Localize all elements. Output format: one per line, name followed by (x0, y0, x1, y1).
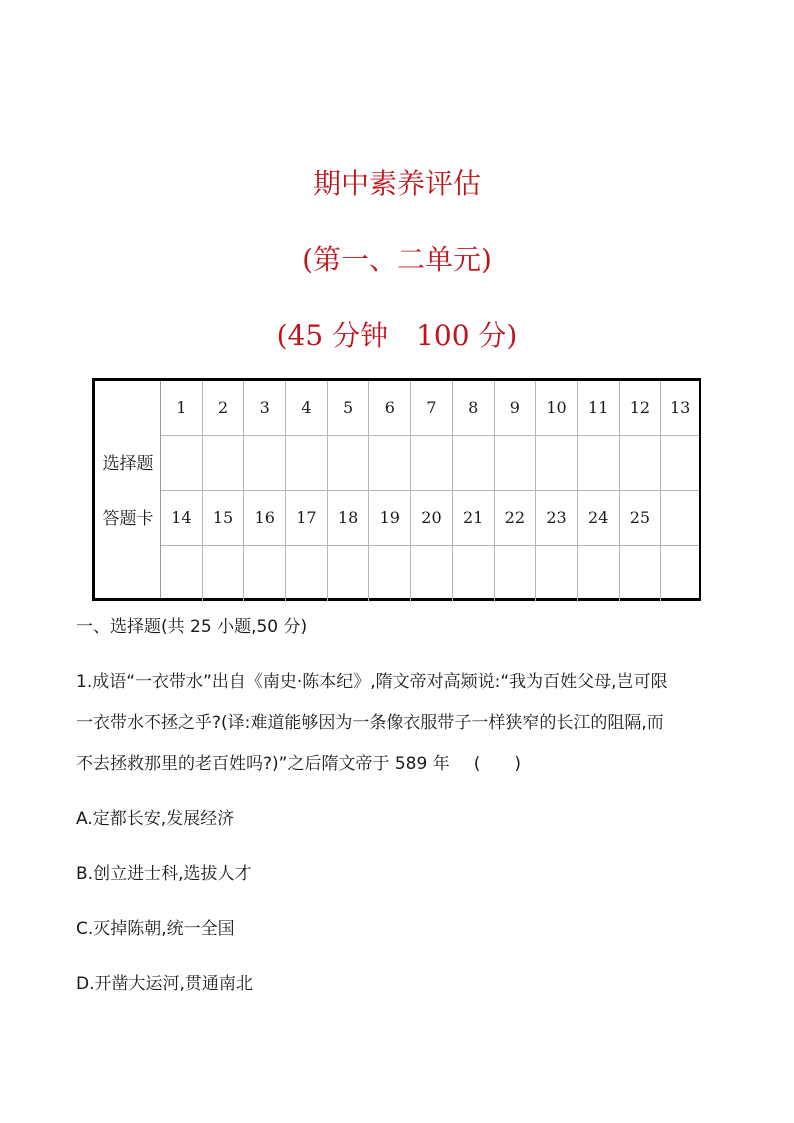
answer-cell[interactable] (495, 436, 537, 490)
answer-cell[interactable] (328, 436, 370, 490)
number-cell: 18 (328, 491, 370, 545)
number-cell: 7 (411, 381, 453, 435)
answer-cell[interactable] (536, 436, 578, 490)
question-1-line-3-text: 不去拯救那里的老百姓吗?)”之后隋文帝于 589 年 (76, 754, 450, 774)
number-cell: 10 (536, 381, 578, 435)
number-cell: 15 (203, 491, 245, 545)
option-b[interactable]: B.创立进士科,选拔人才 (76, 864, 252, 884)
number-cell: 23 (536, 491, 578, 545)
question-1-line-1: 1.成语“一衣带水”出自《南史·陈本纪》,隋文帝对高颎说:“我为百姓父母,岂可限 (76, 672, 668, 692)
number-cell: 2 (203, 381, 245, 435)
unit-subtitle: (第一、二单元) (302, 243, 492, 276)
answer-grid (161, 381, 699, 598)
time-score: (45 分钟 100 分) (276, 319, 518, 352)
section-heading: 一、选择题(共 25 小题,50 分) (76, 617, 308, 637)
number-cell: 3 (244, 381, 286, 435)
answer-cell[interactable] (161, 546, 203, 601)
question-1-line-3 (76, 752, 521, 776)
number-row-1 (161, 381, 699, 436)
question-1-line-2: 一衣带水不拯之乎?(译:难道能够因为一条像衣服带子一样狭窄的长江的阻隔,而 (76, 713, 664, 733)
number-cell: 21 (453, 491, 495, 545)
answer-cell[interactable] (203, 436, 245, 490)
number-cell: 11 (578, 381, 620, 435)
answer-cell[interactable] (453, 546, 495, 601)
answer-cell[interactable] (244, 436, 286, 490)
number-cell: 4 (286, 381, 328, 435)
answer-cell[interactable] (578, 546, 620, 601)
answer-cell[interactable] (536, 546, 578, 601)
option-a[interactable]: A.定都长安,发展经济 (76, 809, 235, 829)
answer-sheet-table (92, 378, 701, 601)
number-cell: 22 (495, 491, 537, 545)
answer-sheet-label-column (95, 381, 161, 598)
answer-cell[interactable] (244, 546, 286, 601)
number-cell: 12 (620, 381, 662, 435)
option-c[interactable]: C.灭掉陈朝,统一全国 (76, 919, 235, 939)
number-cell: 1 (161, 381, 203, 435)
answer-cell[interactable] (328, 546, 370, 601)
answer-cell[interactable] (453, 436, 495, 490)
answer-row-1 (161, 436, 699, 491)
answer-sheet-label-line1: 选择题 (102, 454, 154, 474)
answer-sheet-label-line2: 答题卡 (102, 509, 154, 529)
number-cell: 6 (369, 381, 411, 435)
answer-cell[interactable] (286, 546, 328, 601)
answer-cell[interactable] (203, 546, 245, 601)
option-d[interactable]: D.开凿大运河,贯通南北 (76, 974, 253, 994)
number-cell: 25 (620, 491, 662, 545)
number-cell: 9 (495, 381, 537, 435)
answer-cell[interactable] (661, 546, 699, 601)
number-cell (661, 491, 699, 545)
answer-cell[interactable] (161, 436, 203, 490)
number-cell: 20 (411, 491, 453, 545)
answer-row-2 (161, 546, 699, 601)
answer-cell[interactable] (369, 436, 411, 490)
number-row-2 (161, 491, 699, 546)
number-cell: 17 (286, 491, 328, 545)
answer-cell[interactable] (411, 546, 453, 601)
answer-cell[interactable] (495, 546, 537, 601)
number-cell: 5 (328, 381, 370, 435)
answer-cell[interactable] (620, 436, 662, 490)
answer-cell[interactable] (578, 436, 620, 490)
answer-cell[interactable] (286, 436, 328, 490)
page-title: 期中素养评估 (312, 167, 481, 200)
answer-cell[interactable] (411, 436, 453, 490)
number-cell: 19 (369, 491, 411, 545)
answer-cell[interactable] (661, 436, 699, 490)
answer-blank[interactable]: ( ) (473, 754, 521, 774)
number-cell: 16 (244, 491, 286, 545)
answer-cell[interactable] (620, 546, 662, 601)
number-cell: 14 (161, 491, 203, 545)
number-cell: 13 (669, 398, 691, 417)
answer-cell[interactable] (369, 546, 411, 601)
number-cell: 8 (453, 381, 495, 435)
number-cell: 24 (578, 491, 620, 545)
